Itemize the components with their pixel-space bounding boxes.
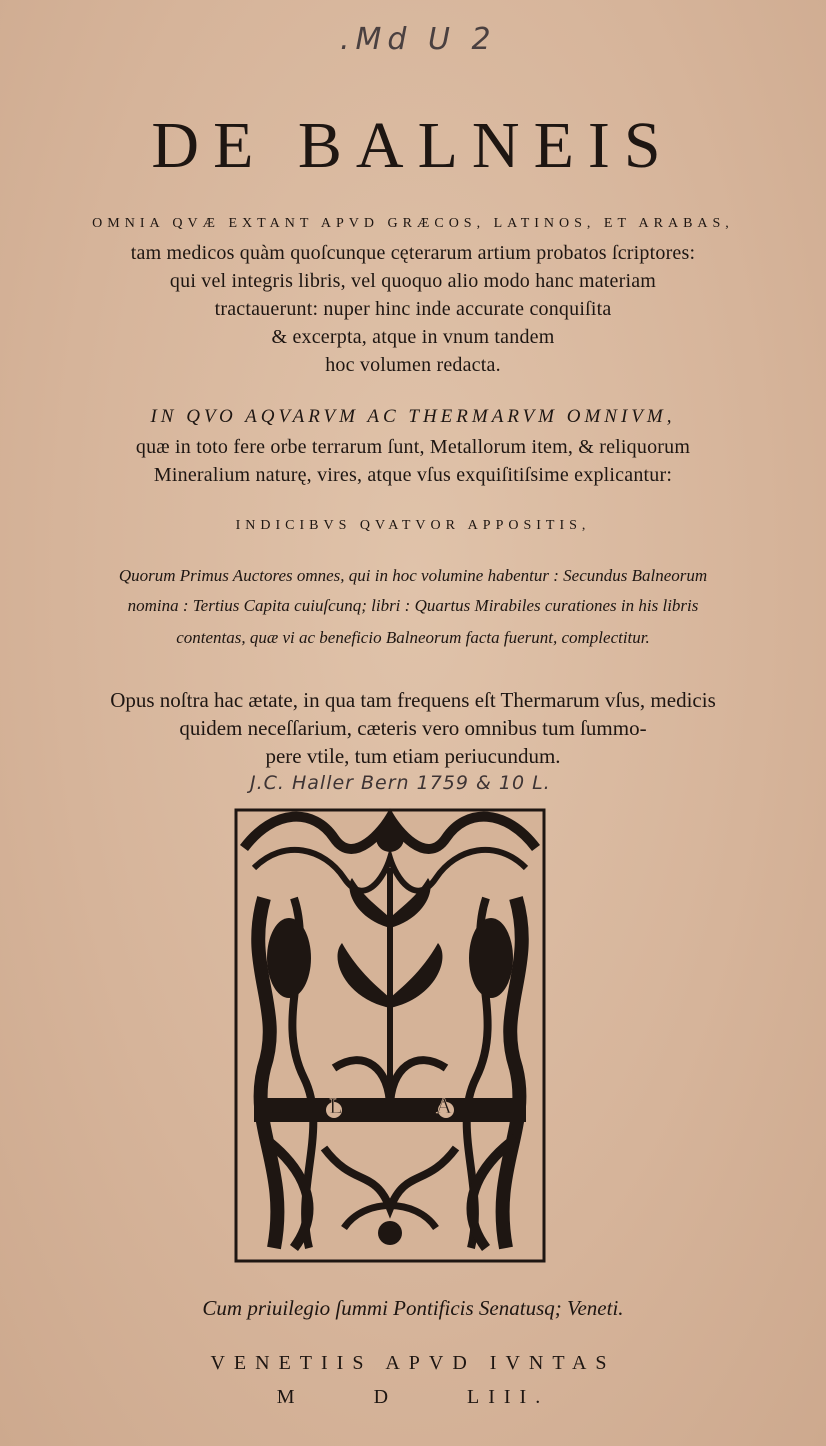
privilege-line: Cum priuilegio ſummi Pontificis Senatusq; Veneti. <box>202 1296 624 1320</box>
imprint-line: VENETIIS APVD IVNTAS <box>210 1352 616 1374</box>
in-quo-line-3: Mineralium naturę, vires, atque vſus exquiſitiſsime explicantur: <box>153 464 673 486</box>
in-quo-line-2: quæ in toto fere orbe terrarum ſunt, Metallorum item, & reliquorum <box>135 436 691 458</box>
imprint-year-part: LIII. <box>467 1386 550 1408</box>
subtitle-caps-line: OMNIA QVÆ EXTANT APVD GRÆCOS, LATINOS, ET ARABAS, <box>92 216 734 231</box>
mark-letter-right: A <box>436 1093 452 1118</box>
subtitle-line-3: qui vel integris libris, vel quoquo alio modo hanc materiam <box>169 270 657 292</box>
subtitle-line-6: hoc volumen redacta. <box>325 354 501 376</box>
handwritten-ownership-inscription: J.C. Haller Bern 1759 & 10 L. <box>250 772 551 794</box>
opus-line-1: Opus noſtra hac ætate, in qua tam frequens eſt Thermarum vſus, medicis <box>110 688 716 712</box>
opus-line-2: quidem neceſſarium, cæteris vero omnibus tum ſummo‐ <box>179 716 647 740</box>
subtitle-line-5: & excerpta, atque in vnum tandem <box>271 326 555 348</box>
opus-line-3: pere vtile, tum etiam periucundum. <box>265 744 561 768</box>
mark-letter-left: L <box>329 1093 343 1118</box>
printers-mark-woodcut <box>234 808 546 1263</box>
imprint-year-part: D <box>373 1386 398 1408</box>
indices-heading: INDICIBVS QVATVOR APPOSITIS, <box>235 518 591 533</box>
in-quo-heading: IN QVO AQVARVM AC THERMARVM OMNIVM, <box>150 406 676 427</box>
imprint-year <box>0 1386 826 1409</box>
page-title: DE BALNEIS <box>151 109 675 182</box>
subtitle-line-2: tam medicos quàm quoſcunque cęterarum artium probatos ſcriptores: <box>130 242 696 264</box>
indices-line-3: contentas, quæ vi ac beneficio Balneorum facta fuerunt, complectitur. <box>176 628 650 647</box>
shelfmark: .Md U 2 <box>340 22 497 57</box>
imprint-year-part: M <box>276 1386 304 1408</box>
subtitle-line-4: tractauerunt: nuper hinc inde accurate conquiſita <box>214 298 612 320</box>
indices-line-1: Quorum Primus Auctores omnes, qui in hoc volumine habentur : Secundus Balneorum <box>118 566 708 585</box>
indices-line-2: nomina : Tertius Capita cuiuſcunq; libri : Quartus Mirabiles curationes in his libris <box>127 596 699 615</box>
